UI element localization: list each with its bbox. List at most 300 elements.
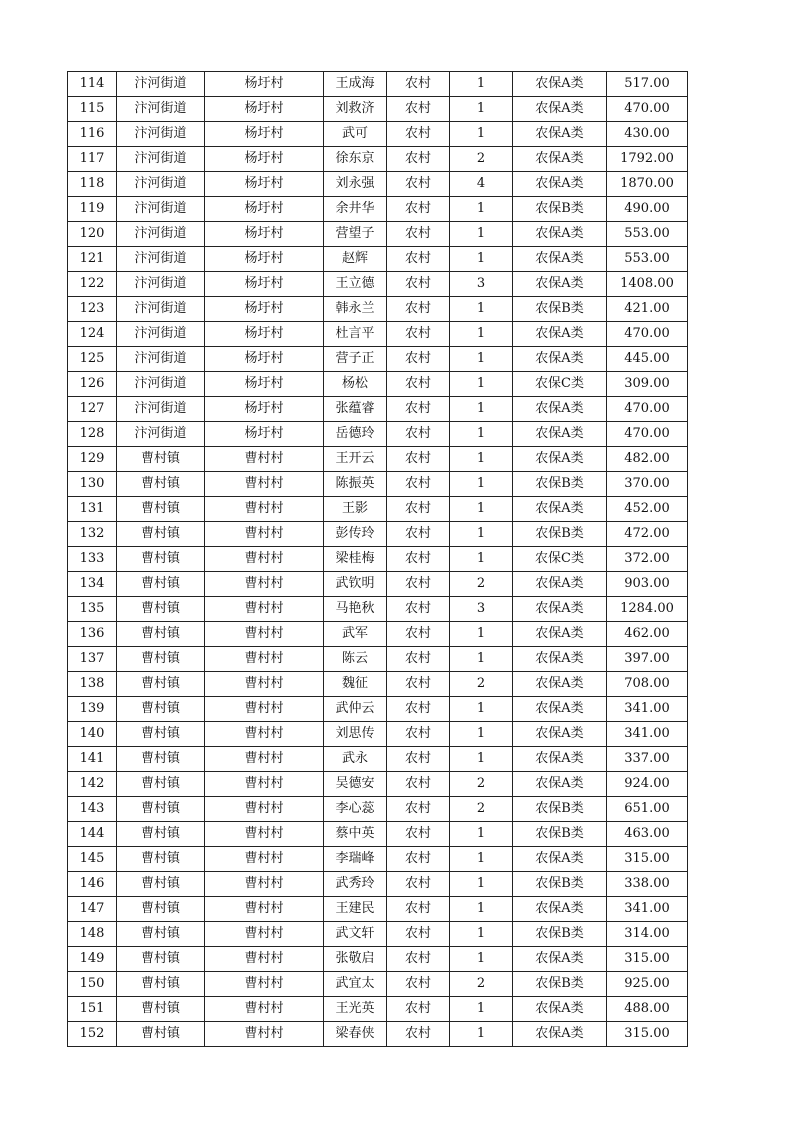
- person-count-cell: 3: [450, 272, 513, 297]
- amount-cell: 370.00: [607, 472, 688, 497]
- household-type-cell: 农村: [387, 247, 450, 272]
- insurance-category-cell: 农保A类: [513, 497, 607, 522]
- village-cell: 曹村村: [205, 622, 324, 647]
- name-cell: 余井华: [324, 197, 387, 222]
- village-cell: 杨圩村: [205, 97, 324, 122]
- table-row: [68, 222, 688, 247]
- insurance-category-cell: 农保A类: [513, 647, 607, 672]
- household-type-cell: 农村: [387, 897, 450, 922]
- row-number-cell: 147: [68, 897, 117, 922]
- household-type-cell: 农村: [387, 72, 450, 97]
- amount-cell: 314.00: [607, 922, 688, 947]
- table-row: [68, 597, 688, 622]
- name-cell: 王成海: [324, 72, 387, 97]
- village-cell: 曹村村: [205, 672, 324, 697]
- street-cell: 曹村镇: [117, 797, 205, 822]
- insurance-category-cell: 农保B类: [513, 472, 607, 497]
- name-cell: 李心蕊: [324, 797, 387, 822]
- table-row: [68, 972, 688, 997]
- insurance-category-cell: 农保A类: [513, 1022, 607, 1047]
- village-cell: 杨圩村: [205, 222, 324, 247]
- amount-cell: 430.00: [607, 122, 688, 147]
- village-cell: 曹村村: [205, 597, 324, 622]
- village-cell: 杨圩村: [205, 422, 324, 447]
- person-count-cell: 1: [450, 347, 513, 372]
- person-count-cell: 1: [450, 497, 513, 522]
- village-cell: 杨圩村: [205, 297, 324, 322]
- row-number-cell: 133: [68, 547, 117, 572]
- name-cell: 魏征: [324, 672, 387, 697]
- village-cell: 曹村村: [205, 972, 324, 997]
- person-count-cell: 2: [450, 572, 513, 597]
- village-cell: 曹村村: [205, 572, 324, 597]
- insurance-category-cell: 农保A类: [513, 397, 607, 422]
- row-number-cell: 126: [68, 372, 117, 397]
- amount-cell: 421.00: [607, 297, 688, 322]
- table-row: [68, 372, 688, 397]
- name-cell: 王开云: [324, 447, 387, 472]
- household-type-cell: 农村: [387, 472, 450, 497]
- insurance-category-cell: 农保A类: [513, 697, 607, 722]
- village-cell: 杨圩村: [205, 347, 324, 372]
- table-row: [68, 947, 688, 972]
- insurance-category-cell: 农保A类: [513, 997, 607, 1022]
- name-cell: 陈振英: [324, 472, 387, 497]
- street-cell: 汴河街道: [117, 197, 205, 222]
- person-count-cell: 1: [450, 997, 513, 1022]
- person-count-cell: 1: [450, 97, 513, 122]
- amount-cell: 1870.00: [607, 172, 688, 197]
- street-cell: 汴河街道: [117, 172, 205, 197]
- street-cell: 汴河街道: [117, 422, 205, 447]
- name-cell: 武文轩: [324, 922, 387, 947]
- village-cell: 杨圩村: [205, 72, 324, 97]
- row-number-cell: 130: [68, 472, 117, 497]
- household-type-cell: 农村: [387, 272, 450, 297]
- household-type-cell: 农村: [387, 347, 450, 372]
- street-cell: 曹村镇: [117, 572, 205, 597]
- row-number-cell: 122: [68, 272, 117, 297]
- insurance-category-cell: 农保B类: [513, 922, 607, 947]
- insurance-category-cell: 农保A类: [513, 747, 607, 772]
- amount-cell: 445.00: [607, 347, 688, 372]
- name-cell: 张敬启: [324, 947, 387, 972]
- village-cell: 曹村村: [205, 922, 324, 947]
- household-type-cell: 农村: [387, 572, 450, 597]
- village-cell: 曹村村: [205, 472, 324, 497]
- insurance-category-cell: 农保A类: [513, 447, 607, 472]
- person-count-cell: 1: [450, 922, 513, 947]
- person-count-cell: 1: [450, 872, 513, 897]
- amount-cell: 315.00: [607, 947, 688, 972]
- person-count-cell: 4: [450, 172, 513, 197]
- amount-cell: 482.00: [607, 447, 688, 472]
- name-cell: 徐东京: [324, 147, 387, 172]
- insurance-category-cell: 农保A类: [513, 347, 607, 372]
- row-number-cell: 123: [68, 297, 117, 322]
- amount-cell: 315.00: [607, 847, 688, 872]
- table-row: [68, 797, 688, 822]
- table-row: [68, 872, 688, 897]
- row-number-cell: 134: [68, 572, 117, 597]
- insurance-category-cell: 农保A类: [513, 897, 607, 922]
- street-cell: 汴河街道: [117, 347, 205, 372]
- household-type-cell: 农村: [387, 672, 450, 697]
- household-type-cell: 农村: [387, 922, 450, 947]
- insurance-category-cell: 农保B类: [513, 297, 607, 322]
- name-cell: 武宜太: [324, 972, 387, 997]
- person-count-cell: 1: [450, 472, 513, 497]
- street-cell: 汴河街道: [117, 122, 205, 147]
- table-row: [68, 247, 688, 272]
- row-number-cell: 116: [68, 122, 117, 147]
- row-number-cell: 152: [68, 1022, 117, 1047]
- household-type-cell: 农村: [387, 172, 450, 197]
- name-cell: 王影: [324, 497, 387, 522]
- table-row: [68, 522, 688, 547]
- row-number-cell: 132: [68, 522, 117, 547]
- row-number-cell: 118: [68, 172, 117, 197]
- name-cell: 武秀玲: [324, 872, 387, 897]
- amount-cell: 341.00: [607, 897, 688, 922]
- street-cell: 曹村镇: [117, 847, 205, 872]
- household-type-cell: 农村: [387, 597, 450, 622]
- household-type-cell: 农村: [387, 972, 450, 997]
- row-number-cell: 149: [68, 947, 117, 972]
- amount-cell: 397.00: [607, 647, 688, 672]
- village-cell: 曹村村: [205, 947, 324, 972]
- insurance-category-cell: 农保B类: [513, 822, 607, 847]
- street-cell: 曹村镇: [117, 922, 205, 947]
- row-number-cell: 148: [68, 922, 117, 947]
- name-cell: 张蕴睿: [324, 397, 387, 422]
- person-count-cell: 2: [450, 672, 513, 697]
- row-number-cell: 151: [68, 997, 117, 1022]
- name-cell: 王光英: [324, 997, 387, 1022]
- amount-cell: 1284.00: [607, 597, 688, 622]
- household-type-cell: 农村: [387, 97, 450, 122]
- street-cell: 曹村镇: [117, 722, 205, 747]
- insurance-category-cell: 农保A类: [513, 722, 607, 747]
- insurance-category-cell: 农保A类: [513, 147, 607, 172]
- table-row: [68, 647, 688, 672]
- table-row: [68, 122, 688, 147]
- name-cell: 营子正: [324, 347, 387, 372]
- street-cell: 曹村镇: [117, 647, 205, 672]
- household-type-cell: 农村: [387, 997, 450, 1022]
- table-row: [68, 897, 688, 922]
- table-row: [68, 622, 688, 647]
- name-cell: 王立德: [324, 272, 387, 297]
- street-cell: 曹村镇: [117, 697, 205, 722]
- row-number-cell: 143: [68, 797, 117, 822]
- amount-cell: 924.00: [607, 772, 688, 797]
- person-count-cell: 2: [450, 772, 513, 797]
- name-cell: 蔡中英: [324, 822, 387, 847]
- street-cell: 曹村镇: [117, 972, 205, 997]
- amount-cell: 925.00: [607, 972, 688, 997]
- table-row: [68, 822, 688, 847]
- person-count-cell: 1: [450, 547, 513, 572]
- table-row: [68, 72, 688, 97]
- insurance-category-cell: 农保A类: [513, 72, 607, 97]
- household-type-cell: 农村: [387, 697, 450, 722]
- name-cell: 武钦明: [324, 572, 387, 597]
- row-number-cell: 129: [68, 447, 117, 472]
- household-type-cell: 农村: [387, 372, 450, 397]
- household-type-cell: 农村: [387, 947, 450, 972]
- row-number-cell: 144: [68, 822, 117, 847]
- insurance-category-cell: 农保A类: [513, 272, 607, 297]
- name-cell: 陈云: [324, 647, 387, 672]
- table-row: [68, 422, 688, 447]
- amount-cell: 315.00: [607, 1022, 688, 1047]
- person-count-cell: 1: [450, 647, 513, 672]
- row-number-cell: 119: [68, 197, 117, 222]
- village-cell: 曹村村: [205, 872, 324, 897]
- household-type-cell: 农村: [387, 197, 450, 222]
- person-count-cell: 1: [450, 1022, 513, 1047]
- village-cell: 曹村村: [205, 522, 324, 547]
- person-count-cell: 1: [450, 697, 513, 722]
- person-count-cell: 1: [450, 722, 513, 747]
- amount-cell: 1792.00: [607, 147, 688, 172]
- insurance-category-cell: 农保B类: [513, 972, 607, 997]
- street-cell: 曹村镇: [117, 447, 205, 472]
- amount-cell: 553.00: [607, 222, 688, 247]
- household-type-cell: 农村: [387, 872, 450, 897]
- row-number-cell: 140: [68, 722, 117, 747]
- row-number-cell: 120: [68, 222, 117, 247]
- street-cell: 曹村镇: [117, 947, 205, 972]
- name-cell: 刘思传: [324, 722, 387, 747]
- table-row: [68, 447, 688, 472]
- person-count-cell: 1: [450, 122, 513, 147]
- amount-cell: 309.00: [607, 372, 688, 397]
- table-row: [68, 147, 688, 172]
- name-cell: 营望子: [324, 222, 387, 247]
- person-count-cell: 2: [450, 147, 513, 172]
- name-cell: 彭传玲: [324, 522, 387, 547]
- street-cell: 汴河街道: [117, 147, 205, 172]
- insurance-category-cell: 农保A类: [513, 622, 607, 647]
- person-count-cell: 1: [450, 372, 513, 397]
- table-row: [68, 347, 688, 372]
- name-cell: 杨松: [324, 372, 387, 397]
- household-type-cell: 农村: [387, 722, 450, 747]
- street-cell: 汴河街道: [117, 272, 205, 297]
- table-row: [68, 297, 688, 322]
- row-number-cell: 114: [68, 72, 117, 97]
- insurance-category-cell: 农保B类: [513, 522, 607, 547]
- name-cell: 李瑞峰: [324, 847, 387, 872]
- street-cell: 汴河街道: [117, 372, 205, 397]
- household-type-cell: 农村: [387, 397, 450, 422]
- person-count-cell: 1: [450, 747, 513, 772]
- table-row: [68, 172, 688, 197]
- amount-cell: 452.00: [607, 497, 688, 522]
- village-cell: 杨圩村: [205, 372, 324, 397]
- village-cell: 曹村村: [205, 797, 324, 822]
- village-cell: 曹村村: [205, 772, 324, 797]
- amount-cell: 1408.00: [607, 272, 688, 297]
- insurance-category-cell: 农保A类: [513, 772, 607, 797]
- amount-cell: 341.00: [607, 697, 688, 722]
- name-cell: 杜言平: [324, 322, 387, 347]
- table-row: [68, 572, 688, 597]
- table-row: [68, 697, 688, 722]
- street-cell: 汴河街道: [117, 397, 205, 422]
- row-number-cell: 124: [68, 322, 117, 347]
- person-count-cell: 1: [450, 522, 513, 547]
- row-number-cell: 137: [68, 647, 117, 672]
- street-cell: 汴河街道: [117, 297, 205, 322]
- household-type-cell: 农村: [387, 447, 450, 472]
- street-cell: 曹村镇: [117, 672, 205, 697]
- village-cell: 曹村村: [205, 697, 324, 722]
- amount-cell: 470.00: [607, 397, 688, 422]
- row-number-cell: 146: [68, 872, 117, 897]
- village-cell: 曹村村: [205, 897, 324, 922]
- person-count-cell: 1: [450, 897, 513, 922]
- row-number-cell: 131: [68, 497, 117, 522]
- street-cell: 曹村镇: [117, 772, 205, 797]
- person-count-cell: 1: [450, 222, 513, 247]
- street-cell: 曹村镇: [117, 622, 205, 647]
- village-cell: 曹村村: [205, 647, 324, 672]
- insurance-category-cell: 农保A类: [513, 597, 607, 622]
- amount-cell: 490.00: [607, 197, 688, 222]
- person-count-cell: 1: [450, 947, 513, 972]
- household-type-cell: 农村: [387, 622, 450, 647]
- insurance-category-cell: 农保A类: [513, 947, 607, 972]
- insurance-category-cell: 农保A类: [513, 847, 607, 872]
- row-number-cell: 150: [68, 972, 117, 997]
- name-cell: 马艳秋: [324, 597, 387, 622]
- amount-cell: 903.00: [607, 572, 688, 597]
- person-count-cell: 1: [450, 297, 513, 322]
- village-cell: 杨圩村: [205, 322, 324, 347]
- name-cell: 刘救济: [324, 97, 387, 122]
- street-cell: 曹村镇: [117, 597, 205, 622]
- amount-cell: 472.00: [607, 522, 688, 547]
- amount-cell: 470.00: [607, 422, 688, 447]
- insurance-category-cell: 农保A类: [513, 222, 607, 247]
- street-cell: 曹村镇: [117, 872, 205, 897]
- household-type-cell: 农村: [387, 772, 450, 797]
- village-cell: 杨圩村: [205, 197, 324, 222]
- street-cell: 曹村镇: [117, 1022, 205, 1047]
- row-number-cell: 117: [68, 147, 117, 172]
- person-count-cell: 1: [450, 397, 513, 422]
- table-row: [68, 922, 688, 947]
- household-type-cell: 农村: [387, 297, 450, 322]
- row-number-cell: 139: [68, 697, 117, 722]
- amount-cell: 338.00: [607, 872, 688, 897]
- street-cell: 汴河街道: [117, 322, 205, 347]
- insurance-category-cell: 农保A类: [513, 422, 607, 447]
- name-cell: 岳德玲: [324, 422, 387, 447]
- table-row: [68, 547, 688, 572]
- household-type-cell: 农村: [387, 797, 450, 822]
- table-row: [68, 472, 688, 497]
- person-count-cell: 1: [450, 622, 513, 647]
- person-count-cell: 1: [450, 72, 513, 97]
- village-cell: 杨圩村: [205, 172, 324, 197]
- person-count-cell: 1: [450, 322, 513, 347]
- table-row: [68, 497, 688, 522]
- insurance-category-cell: 农保A类: [513, 247, 607, 272]
- village-cell: 曹村村: [205, 547, 324, 572]
- row-number-cell: 142: [68, 772, 117, 797]
- insurance-category-cell: 农保A类: [513, 572, 607, 597]
- insurance-category-cell: 农保A类: [513, 322, 607, 347]
- street-cell: 曹村镇: [117, 822, 205, 847]
- insurance-category-cell: 农保A类: [513, 97, 607, 122]
- amount-cell: 462.00: [607, 622, 688, 647]
- table-row: [68, 747, 688, 772]
- name-cell: 吴德安: [324, 772, 387, 797]
- street-cell: 汴河街道: [117, 72, 205, 97]
- row-number-cell: 145: [68, 847, 117, 872]
- person-count-cell: 1: [450, 822, 513, 847]
- table-row: [68, 197, 688, 222]
- name-cell: 王建民: [324, 897, 387, 922]
- person-count-cell: 3: [450, 597, 513, 622]
- row-number-cell: 128: [68, 422, 117, 447]
- household-type-cell: 农村: [387, 422, 450, 447]
- street-cell: 曹村镇: [117, 547, 205, 572]
- village-cell: 曹村村: [205, 847, 324, 872]
- table-row: [68, 397, 688, 422]
- table-row: [68, 997, 688, 1022]
- amount-cell: 372.00: [607, 547, 688, 572]
- insurance-category-cell: 农保B类: [513, 872, 607, 897]
- insurance-category-cell: 农保B类: [513, 197, 607, 222]
- household-type-cell: 农村: [387, 647, 450, 672]
- insurance-category-cell: 农保C类: [513, 372, 607, 397]
- row-number-cell: 121: [68, 247, 117, 272]
- records-table-body: [68, 72, 688, 1047]
- household-type-cell: 农村: [387, 147, 450, 172]
- village-cell: 杨圩村: [205, 247, 324, 272]
- village-cell: 杨圩村: [205, 122, 324, 147]
- village-cell: 杨圩村: [205, 397, 324, 422]
- table-row: [68, 1022, 688, 1047]
- insurance-category-cell: 农保A类: [513, 122, 607, 147]
- household-type-cell: 农村: [387, 547, 450, 572]
- household-type-cell: 农村: [387, 847, 450, 872]
- row-number-cell: 125: [68, 347, 117, 372]
- amount-cell: 470.00: [607, 322, 688, 347]
- insurance-category-cell: 农保A类: [513, 672, 607, 697]
- amount-cell: 708.00: [607, 672, 688, 697]
- amount-cell: 488.00: [607, 997, 688, 1022]
- row-number-cell: 141: [68, 747, 117, 772]
- person-count-cell: 2: [450, 797, 513, 822]
- name-cell: 梁桂梅: [324, 547, 387, 572]
- street-cell: 曹村镇: [117, 997, 205, 1022]
- street-cell: 曹村镇: [117, 472, 205, 497]
- name-cell: 刘永强: [324, 172, 387, 197]
- insurance-category-cell: 农保B类: [513, 797, 607, 822]
- amount-cell: 341.00: [607, 722, 688, 747]
- street-cell: 曹村镇: [117, 497, 205, 522]
- village-cell: 曹村村: [205, 447, 324, 472]
- amount-cell: 517.00: [607, 72, 688, 97]
- person-count-cell: 1: [450, 197, 513, 222]
- person-count-cell: 1: [450, 247, 513, 272]
